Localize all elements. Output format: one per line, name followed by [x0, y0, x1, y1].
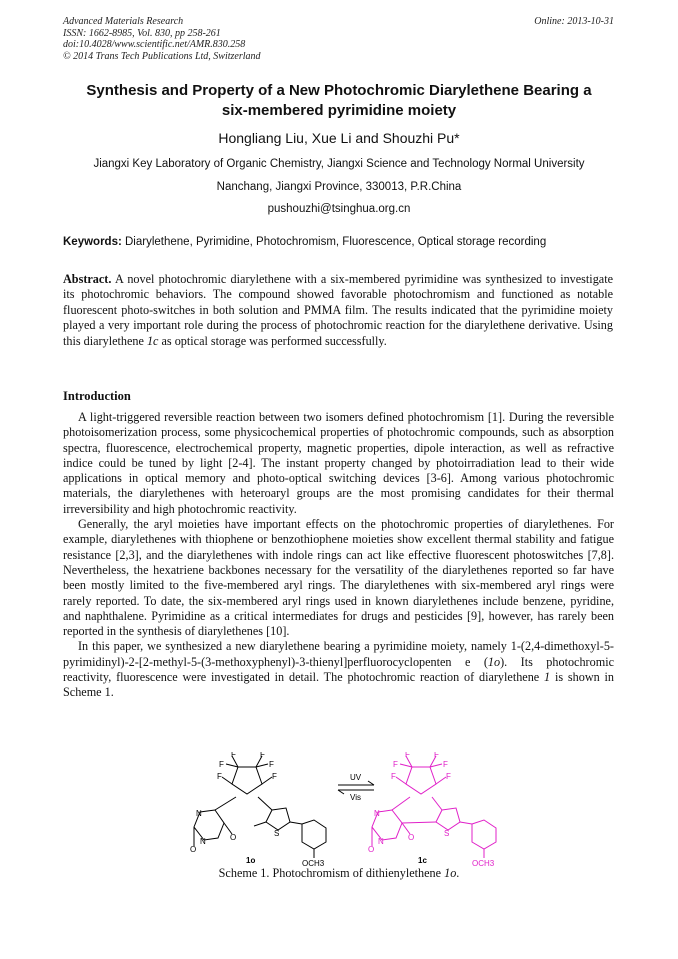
- journal-header: [63, 16, 261, 62]
- compound-ref: 1c: [146, 333, 159, 348]
- atom-n: N: [196, 809, 202, 818]
- abstract-text-a: A novel photochromic diarylethene with a six-membered pyrimidine was synthesized to investigate its photochromic behaviors. The compound showed favorable photochromism and functioned as notable fluorescent photo-switches in both solution and PMMA film. The results indicated that the pyrimidine moiety played a very important role during the process of photochromic reaction for the diarylethene derivative. Using this diarylethene: [63, 272, 613, 348]
- atom-f: F: [443, 760, 448, 769]
- keywords-label: Keywords:: [63, 236, 122, 248]
- atom-f: F: [269, 760, 274, 769]
- atom-f: F: [231, 752, 236, 759]
- affiliation-line-2: Nanchang, Jiangxi Province, 330013, P.R.China: [216, 181, 462, 193]
- atom-n: N: [378, 837, 384, 846]
- atom-f: F: [219, 760, 224, 769]
- issn-line: ISSN: 1662-8985, Vol. 830, pp 258-261: [63, 27, 221, 39]
- scheme-caption: [0, 866, 678, 881]
- author-email: pushouzhi@tsinghua.org.cn: [267, 203, 411, 215]
- paragraph-3: [63, 639, 614, 700]
- atom-n: N: [200, 837, 206, 846]
- compound-label-1c: 1c: [418, 856, 427, 865]
- title-line-2: six-membered pyrimidine moiety: [221, 102, 457, 119]
- caption-text: Scheme 1. Photochromism of dithienylethene: [218, 866, 445, 880]
- och3-group: OCH3: [302, 859, 325, 867]
- atom-o: O: [230, 833, 237, 842]
- abstract-label: Abstract.: [63, 272, 112, 286]
- copyright-line: © 2014 Trans Tech Publications Ltd, Switzerland: [63, 50, 261, 62]
- atom-n: N: [374, 809, 380, 818]
- affiliation-line-1: Jiangxi Key Laboratory of Organic Chemistry, Jiangxi Science and Technology Normal University: [93, 158, 585, 170]
- doi-line: doi:10.4028/www.scientific.net/AMR.830.258: [63, 39, 246, 50]
- paragraph-1: A light-triggered reversible reaction between two isomers defined photochromism [1]. During the reversible photoisomerization process, some physicochemical properties of photochromic compounds, such as absorption spectra, fluorescence, electrochemical property, magnetic properties, dipole interaction, as well as refractive indice could be tuned by light [2-4]. The instant property changed by photoirradiation lead to their wide applications in optical memory and photo-optical switching devices [3-6]. Among various photochromic materials, the diarylethenes with heteroaryl groups are the most promising candidates for their thermal irreversibility and high photochromic reactivity.: [63, 410, 614, 516]
- molecule-1o: [194, 756, 326, 858]
- atom-s: S: [444, 829, 450, 838]
- authors: Hongliang Liu, Xue Li and Shouzhi Pu*: [218, 130, 460, 146]
- abstract: [63, 272, 613, 349]
- atom-f: F: [272, 772, 277, 781]
- introduction-body: [63, 410, 614, 701]
- atom-f: F: [405, 752, 410, 759]
- compound-ref: 1o: [444, 866, 457, 880]
- paper-title: [50, 81, 628, 121]
- atom-f: F: [434, 752, 439, 759]
- atom-o: O: [368, 845, 375, 854]
- compound-ref: 1o: [487, 654, 501, 669]
- online-date: Online: 2013-10-31: [534, 16, 614, 27]
- title-line-1: Synthesis and Property of a New Photochromic Diarylethene Bearing a: [86, 82, 592, 99]
- compound-label-1o: 1o: [246, 856, 256, 865]
- atom-f: F: [446, 772, 451, 781]
- atom-o: O: [408, 833, 415, 842]
- atom-f: F: [217, 772, 222, 781]
- atom-o: O: [190, 845, 197, 854]
- atom-s: S: [274, 829, 280, 838]
- och3-group: OCH3: [472, 859, 495, 867]
- compound-ref: 1: [544, 670, 551, 685]
- caption-end: .: [456, 866, 460, 880]
- scheme-1-figure: [180, 752, 520, 867]
- uv-label: UV: [350, 773, 362, 782]
- abstract-text-b: as optical storage was performed successfully.: [158, 333, 387, 348]
- paragraph-3-text-a: In this paper, we synthesized a new diarylethene bearing a pyrimidine moiety, namely 1-(2,4-dimethoxyl-5-pyrimidinyl)-2-[2-methyl-5-(3-methoxyphenyl)-3-thienyl]perfluorocyclopenten e (: [63, 639, 614, 669]
- atom-f: F: [260, 752, 265, 759]
- molecule-1o-labels: [190, 752, 325, 867]
- vis-label: Vis: [350, 793, 361, 802]
- section-heading-introduction: Introduction: [63, 389, 131, 403]
- atom-f: F: [391, 772, 396, 781]
- paragraph-3-text-c: is shown in Scheme 1.: [63, 670, 615, 700]
- atom-f: F: [393, 760, 398, 769]
- paragraph-3-text-b: ). Its photochromic reactivity, fluorescence were investigated in detail. The photochromic reaction of diarylethene: [63, 654, 614, 685]
- paragraph-2: Generally, the aryl moieties have important effects on the photochromic properties of diarylethenes. For example, diarylethenes with thiophene or benzothiophene moieties show excellent thermal stability and fatigue resistance [2,3], and the diarylethenes with indole rings can act like effective fluorescent photoswitches [7,8]. Nevertheless, the hexatriene backbones necessary for the versatility of the diarylethenes reported so far have been mostly limited to the five-membered aryl rings. The diarylethenes with six-membered aryl rings were rarely reported. To date, the six-membered aryl rings used in known diarylethenes include benzene, pyridine, and naphthalene. Pyrimidine as a critical intermediates for drugs and pesticides [9], however, has rarely been reported in the synthesis of diarylethenes [10].: [63, 517, 614, 639]
- keywords-text: Diarylethene, Pyrimidine, Photochromism, Fluorescence, Optical storage recording: [125, 236, 547, 248]
- keywords: [63, 235, 623, 250]
- molecule-1c-labels: [368, 752, 495, 867]
- journal-name: Advanced Materials Research: [63, 16, 184, 27]
